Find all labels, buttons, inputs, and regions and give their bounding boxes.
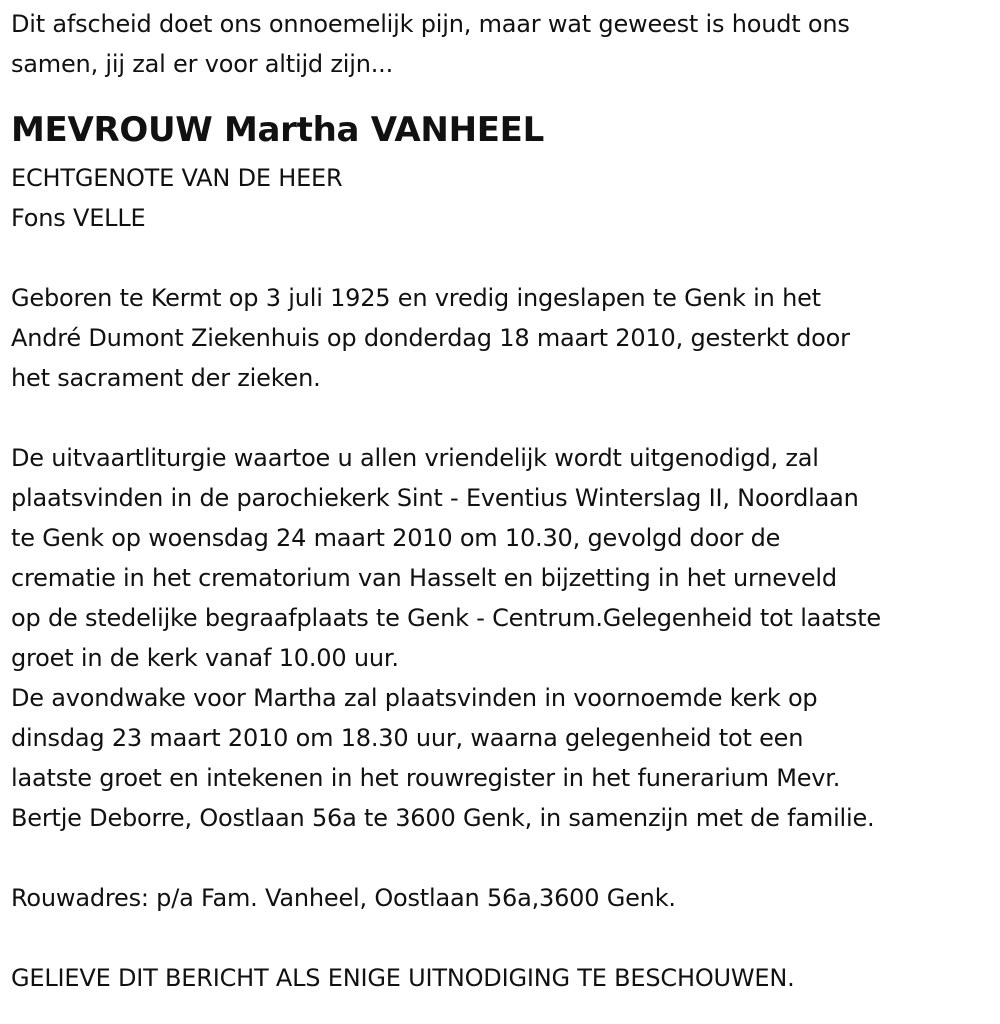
closing-statement: GELIEVE DIT BERICHT ALS ENIGE UITNODIGING TE BESCHOUWEN.	[11, 964, 795, 992]
paragraph-line: Geboren te Kermt op 3 juli 1925 en vredig ingeslapen te Genk in het	[11, 284, 821, 312]
paragraph-line: te Genk op woensdag 24 maart 2010 om 10.30, gevolgd door de	[11, 524, 781, 552]
paragraph-line: plaatsvinden in de parochiekerk Sint - Eventius Winterslag II, Noordlaan	[11, 484, 859, 512]
birth-death-paragraph	[11, 278, 996, 398]
motto-line: samen, jij zal er voor altijd zijn...	[11, 50, 394, 78]
spouse-name: Fons VELLE	[11, 204, 146, 232]
paragraph-line: het sacrament der zieken.	[11, 364, 321, 392]
spacer	[11, 918, 996, 958]
paragraph-line: groet in de kerk vanaf 10.00 uur.	[11, 644, 399, 672]
mourning-address: Rouwadres: p/a Fam. Vanheel, Oostlaan 56a,3600 Genk.	[11, 884, 676, 912]
deceased-name: MEVROUW Martha VANHEEL	[11, 110, 544, 150]
wake-paragraph	[11, 678, 996, 838]
paragraph-line: laatste groet en intekenen in het rouwregister in het funerarium Mevr.	[11, 764, 841, 792]
spacer	[11, 838, 996, 878]
motto	[11, 4, 996, 84]
spacer	[11, 238, 996, 278]
paragraph-line: Bertje Deborre, Oostlaan 56a te 3600 Genk, in samenzijn met de familie.	[11, 804, 875, 832]
paragraph-line: op de stedelijke begraafplaats te Genk - Centrum.Gelegenheid tot laatste	[11, 604, 881, 632]
spouse-relation: ECHTGENOTE VAN DE HEER	[11, 164, 343, 192]
motto-line: Dit afscheid doet ons onnoemelijk pijn, maar wat geweest is houdt ons	[11, 10, 850, 38]
funeral-paragraph	[11, 438, 996, 678]
paragraph-line: crematie in het crematorium van Hasselt en bijzetting in het urneveld	[11, 564, 837, 592]
paragraph-line: De avondwake voor Martha zal plaatsvinden in voornoemde kerk op	[11, 684, 818, 712]
obituary-notice	[11, 4, 996, 998]
spacer	[11, 398, 996, 438]
paragraph-line: André Dumont Ziekenhuis op donderdag 18 maart 2010, gesterkt door	[11, 324, 850, 352]
paragraph-line: De uitvaartliturgie waartoe u allen vriendelijk wordt uitgenodigd, zal	[11, 444, 819, 472]
paragraph-line: dinsdag 23 maart 2010 om 18.30 uur, waarna gelegenheid tot een	[11, 724, 804, 752]
